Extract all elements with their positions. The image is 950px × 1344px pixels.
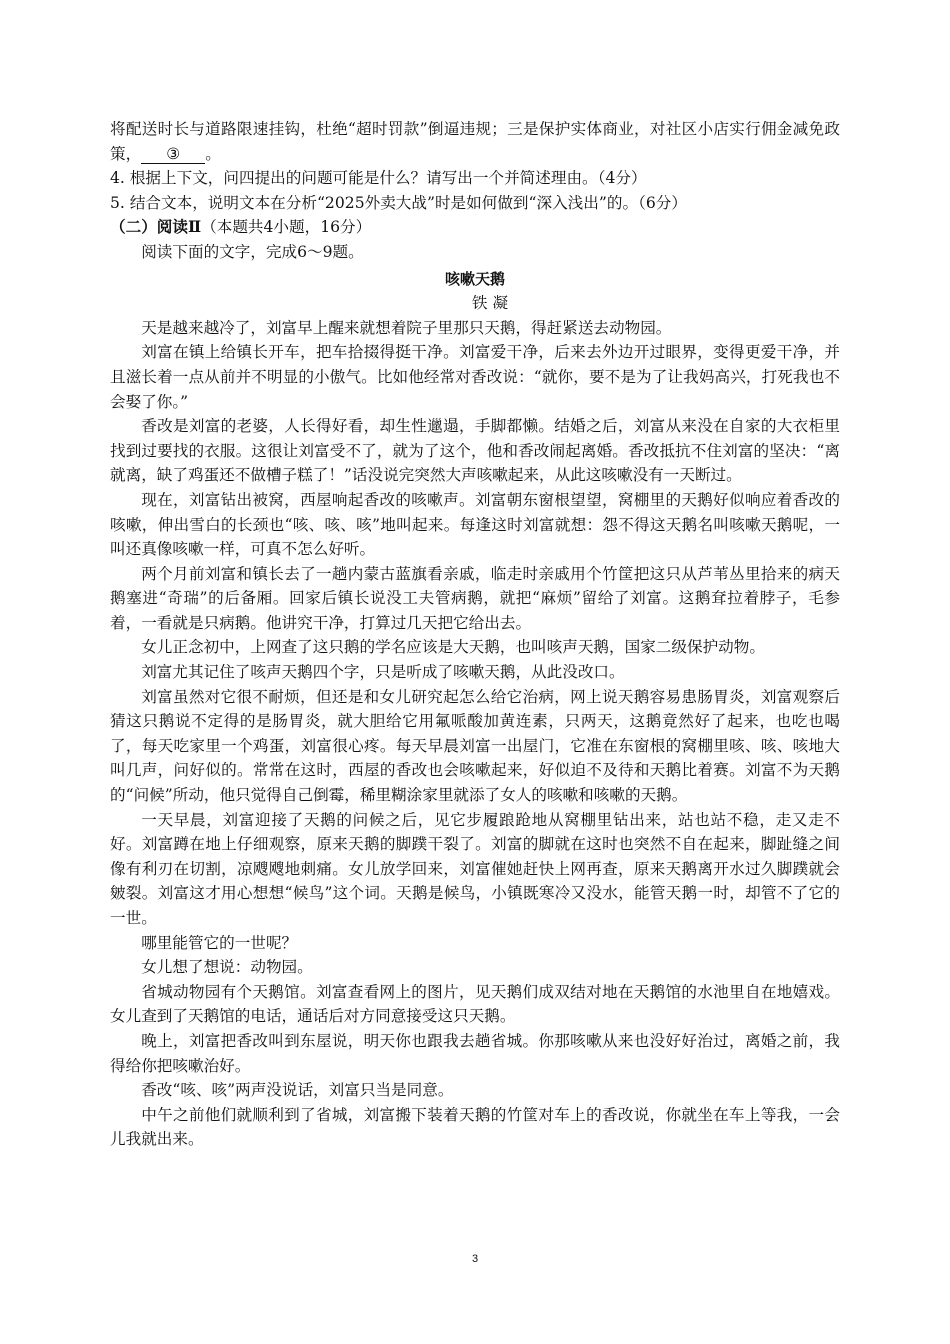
article-paragraph: 现在，刘富钻出被窝，西屋响起香改的咳嗽声。刘富朝东窗根望望，窝棚里的天鹅好似响应着香改的咳嗽，伸出雪白的长颈也“咳、咳、咳”地叫起来。每逢这时刘富就想：怨不得这天鹅名叫咳嗽天鹅呢，一叫还真像咳嗽一样，可真不怎么好听。 <box>110 490 840 559</box>
article-paragraph: 女儿想了想说：动物园。 <box>141 958 313 977</box>
article-paragraph: 天是越来越冷了，刘富早上醒来就想着院子里那只天鹅，得赶紧送去动物园。 <box>141 318 672 337</box>
page-number: 3 <box>471 1253 479 1265</box>
question-5: 5. 结合文本，说明文本在分析“2025外卖大战”时是如何做到“深入浅出”的。（6分） <box>110 193 687 212</box>
article-paragraph: 女儿正念初中，上网查了这只鹅的学名应该是大天鹅，也叫咳声天鹅，国家二级保护动物。 <box>141 638 765 657</box>
section-label: （二）阅读Ⅱ <box>110 217 202 237</box>
article-paragraph: 晚上，刘富把香改叫到东屋说，明天你也跟我去趟省城。你那咳嗽从来也没好好治过，离婚之前，我得给你把咳嗽治好。 <box>110 1031 840 1075</box>
article-paragraph: 香改“咳、咳”两声没说话，刘富只当是同意。 <box>141 1081 454 1100</box>
intro-end: 。 <box>205 144 221 163</box>
article-paragraph: 刘富尤其记住了咳声天鹅四个字，只是听成了咳嗽天鹅，从此没改口。 <box>141 663 625 682</box>
intro-text: 将配送时长与道路限速挂钩，杜绝“超时罚款”倒逼违规；三是保护实体商业，对社区小店实行佣金减免政策， <box>110 120 840 163</box>
article-paragraph: 省城动物园有个天鹅馆。刘富查看网上的图片，见天鹅们成双结对地在天鹅馆的水池里自在地嬉戏。女儿查到了天鹅馆的电话，通话后对方同意接受这只天鹅。 <box>110 982 840 1026</box>
article-paragraph: 香改是刘富的老婆，人长得好看，却生性邋遢，手脚都懒。结婚之后，刘富从来没在自家的大衣柜里找到过要找的衣服。这很让刘富受不了，就为了这个，他和香改闹起离婚。香改抵抗不住刘富的坚决：“离就离，缺了鸡蛋还不做槽子糕了！”话没说完突然大声咳嗽起来，从此这咳嗽没有一天断过。 <box>110 417 840 485</box>
section-heading <box>110 215 840 240</box>
article-paragraph: 两个月前刘富和镇长去了一趟内蒙古蓝旗看亲戚，临走时亲戚用个竹筐把这只从芦苇丛里拾来的病天鹅塞进“奇瑞”的后备厢。回家后镇长说没工夫管病鹅，就把“麻烦”留给了刘富。这鹅耷拉着脖子，毛参着，一看就是只病鹅。他讲究干净，打算过几天把它给出去。 <box>110 564 840 632</box>
article-title: 咳嗽天鹅 <box>444 269 505 288</box>
article-paragraph: 中午之前他们就顺利到了省城，刘富搬下装着天鹅的竹筐对车上的香改说，你就坐在车上等我，一会儿我就出来。 <box>110 1105 840 1149</box>
article-paragraph: 哪里能管它的一世呢？ <box>141 933 298 952</box>
question-4: 4. 根据上下文，问四提出的问题可能是什么？请写出一个并简述理由。（4分） <box>110 169 647 188</box>
intro-paragraph <box>110 117 840 166</box>
article-author: 铁 凝 <box>471 294 509 313</box>
article-paragraph: 刘富在镇上给镇长开车，把车拾掇得挺干净。刘富爱干净，后来去外边开过眼界，变得更爱干净，并且滋长着一点从前并不明显的小傲气。比如他经常对香改说：“就你，要不是为了让我妈高兴，打死我也不会娶了你。” <box>110 343 840 411</box>
article-paragraph: 刘富虽然对它很不耐烦，但还是和女儿研究起怎么给它治病，网上说天鹅容易患肠胃炎，刘富观察后猜这只鹅说不定得的是肠胃炎，就大胆给它用氟哌酸加黄连素，只两天，这鹅竟然好了起来，也吃也喝了，每天吃家里一个鸡蛋，刘富很心疼。每天早晨刘富一出屋门，它准在东窗根的窝棚里咳、咳、咳地大叫几声，问好似的。常常在这时，西屋的香改也会咳嗽起来，好似迫不及待和天鹅比着赛。刘富不为天鹅的“问候”所动，他只觉得自己倒霉，稀里糊涂家里就添了女人的咳嗽和咳嗽的天鹅。 <box>110 687 840 805</box>
section-instruction: 阅读下面的文字，完成6～9题。 <box>141 242 364 261</box>
answer-blank: ③ <box>141 145 205 164</box>
page-content <box>110 117 840 1152</box>
article-paragraph: 一天早晨，刘富迎接了天鹅的问候之后，见它步履踉跄地从窝棚里钻出来，站也站不稳，走又走不好。刘富蹲在地上仔细观察，原来天鹅的脚蹼干裂了。刘富的脚就在这时也突然不自在起来，脚趾缝之间像有利刃在切割，凉飕飕地刺痛。女儿放学回来，刘富催她赶快上网再查，原来天鹅离开水过久脚蹼就会皴裂。刘富这才用心想想“候鸟”这个词。天鹅是候鸟，小镇既寒冷又没水，能管天鹅一时，却管不了它的一世。 <box>110 810 840 927</box>
section-note: （本题共4小题，16分） <box>201 218 372 237</box>
